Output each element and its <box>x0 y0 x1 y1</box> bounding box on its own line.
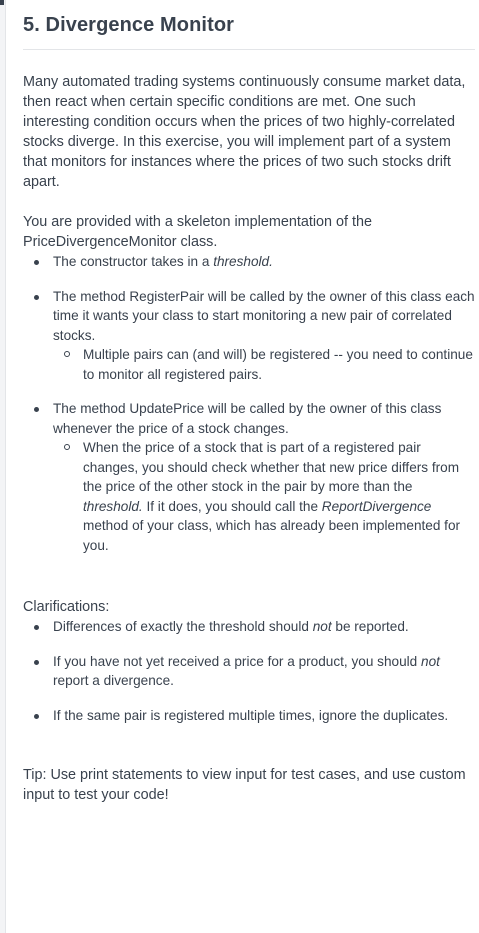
list-item-register-pair <box>23 287 475 385</box>
clarifications-heading: Clarifications: <box>23 599 110 615</box>
threshold-term: threshold. <box>213 254 273 269</box>
exact-threshold-b: be reported. <box>331 619 409 634</box>
check-text-c: method of your class, which has already been implemented for you. <box>83 518 461 553</box>
exact-threshold-a: Differences of exactly the threshold should <box>53 619 313 634</box>
problem-statement <box>23 0 475 805</box>
tip-paragraph: Tip: Use print statements to view input for test cases, and use custom input to test your code! <box>23 767 466 803</box>
sub-item-multiple-pairs: Multiple pairs can (and will) be registered -- you need to continue to monitor all registered pairs. <box>53 345 475 384</box>
register-pair-text: The method RegisterPair will be called by the owner of this class each time it wants your class to start monitoring a new pair of correlated stocks. <box>53 288 475 343</box>
left-panel-edge <box>0 0 6 933</box>
problem-title: 5. Divergence Monitor <box>23 0 475 50</box>
panel-corner-marker <box>0 0 4 5</box>
no-price-a: If you have not yet received a price for a product, you should <box>53 653 422 669</box>
constructor-text: The constructor takes in a <box>53 254 214 269</box>
update-price-sublist <box>53 438 475 555</box>
not-emphasis-2: not <box>421 653 440 669</box>
no-price-b: report a divergence. <box>53 673 174 688</box>
list-item-exact-threshold <box>23 617 475 637</box>
register-pair-sublist <box>53 345 475 384</box>
clarifications-list <box>23 617 475 725</box>
skeleton-paragraph: You are provided with a skeleton implementation of the PriceDivergenceMonitor class. <box>23 214 373 250</box>
check-text-a: When the price of a stock that is part of a registered pair changes, you should check whether that new price differs from the price of the other stock in the pair by more than the <box>83 440 460 494</box>
update-price-text: The method UpdatePrice will be called by the owner of this class whenever the price of a stock changes. <box>53 401 442 436</box>
intro-paragraph: Many automated trading systems continuously consume market data, then react when certain specific conditions are met. One such interesting condition occurs when the prices of two highly-correlated stocks diverge. In this exercise, you will implement part of a system that monitors for instances where the prices of two such stocks drift apart. <box>23 74 466 190</box>
list-item-update-price <box>23 399 475 555</box>
sub-item-check-divergence <box>53 438 475 555</box>
list-item-constructor <box>23 252 475 272</box>
check-text-b: If it does, you should call the <box>142 498 322 514</box>
requirements-list <box>23 252 475 555</box>
list-item-no-price <box>23 652 475 691</box>
not-emphasis-1: not <box>312 619 332 634</box>
list-item-duplicates: If the same pair is registered multiple times, ignore the duplicates. <box>23 706 475 726</box>
report-divergence-term: ReportDivergence <box>321 498 432 514</box>
threshold-term-2: threshold. <box>83 498 143 514</box>
